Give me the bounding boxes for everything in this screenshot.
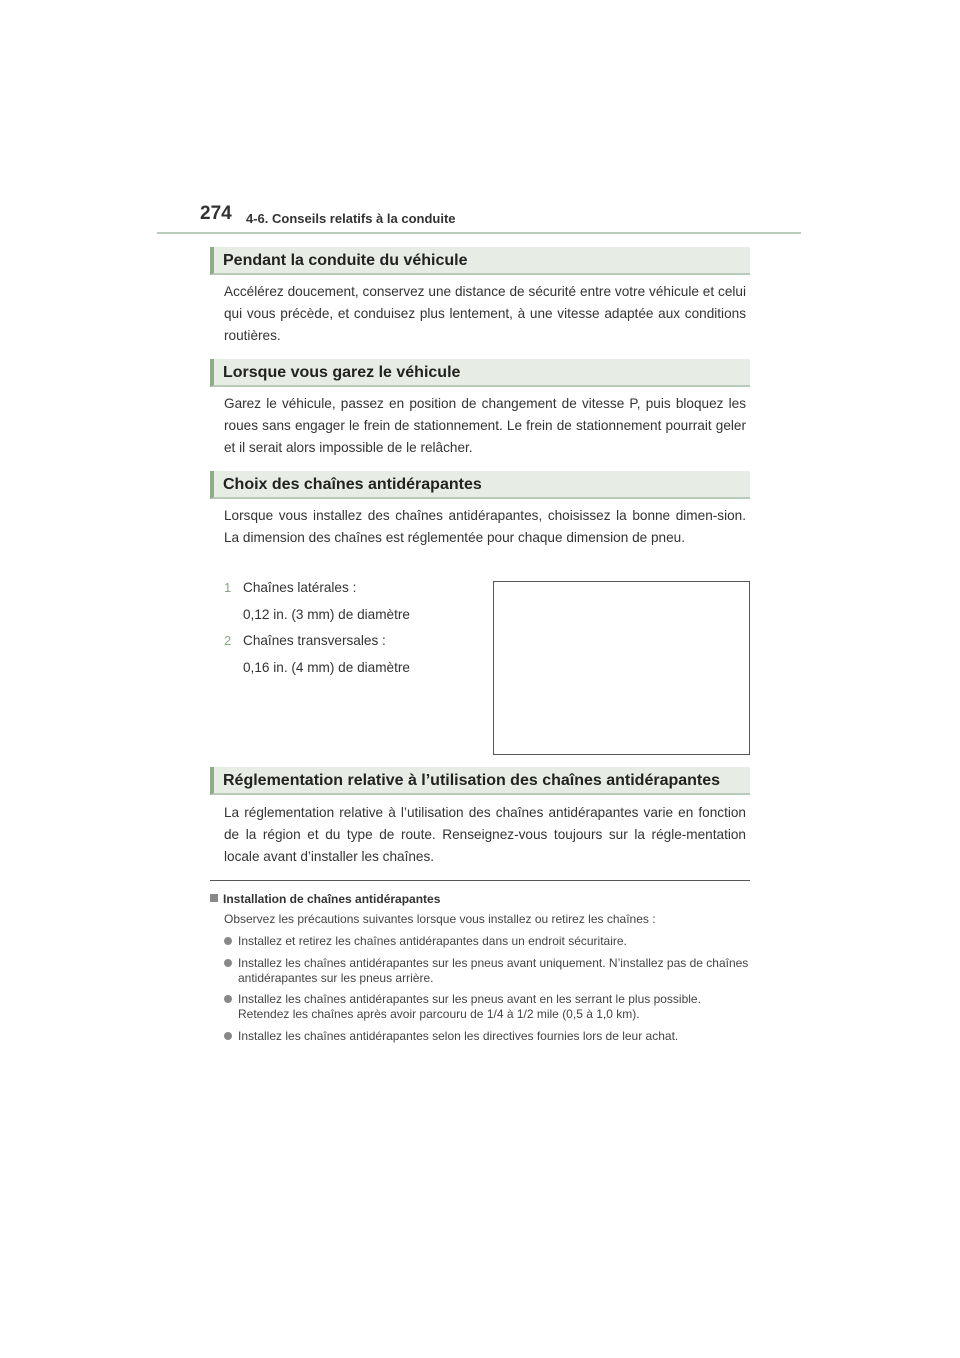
chain-item-value: 0,12 in. (3 mm) de diamètre <box>243 607 410 622</box>
square-bullet-icon <box>210 894 218 902</box>
bullet-text: Installez les chaînes antidérapantes sur les pneus avant en les serrant le plus possible. Retendez les chaînes après avoir parcouru de 1/4 à 1/2 mile (0,5 à 1,0 km). <box>238 992 701 1021</box>
circle-bullet-icon <box>224 959 232 967</box>
section-text-chain-choice: Lorsque vous installez des chaînes antidérapantes, choisissez la bonne dimen-sion. La dimension des chaînes est réglementée pour chaque dimension de pneu. <box>224 508 746 545</box>
section-text-regulation: La réglementation relative à l’utilisation des chaînes antidérapantes varie en fonction de la région et du type de route. Renseignez-vous toujours sur la régle-mentation locale avant d’installer les chaînes. <box>224 805 746 864</box>
list-item <box>224 956 750 986</box>
circle-bullet-icon <box>224 995 232 1003</box>
list-item <box>224 992 750 1022</box>
chain-illustration-frame <box>493 581 750 755</box>
section-heading-text: Lorsque vous garez le véhicule <box>223 364 461 381</box>
circle-bullet-icon <box>224 1032 232 1040</box>
chain-item-value: 0,16 in. (4 mm) de diamètre <box>243 660 410 675</box>
section-heading-text: Choix des chaînes antidérapantes <box>223 476 482 493</box>
section-text-driving: Accélérez doucement, conservez une distance de sécurité entre votre véhicule et celui qui vous précède, et conduisez plus lentement, à une vitesse adaptée aux conditions routières. <box>224 284 746 343</box>
section-heading-driving <box>210 247 750 275</box>
note-title <box>210 892 440 906</box>
circle-bullet-icon <box>224 937 232 945</box>
chain-item-number: 1 <box>224 580 232 595</box>
chain-item-number: 2 <box>224 633 232 648</box>
chain-item-label: Chaînes transversales : <box>243 633 386 648</box>
section-heading-parking <box>210 359 750 387</box>
section-heading-text: Pendant la conduite du véhicule <box>223 252 468 269</box>
list-item <box>224 1029 750 1044</box>
page-number: 274 <box>200 203 232 224</box>
section-heading-regulation <box>210 767 750 795</box>
bullet-text: Installez et retirez les chaînes antidérapantes dans un endroit sécuritaire. <box>238 934 627 948</box>
section-heading-text: Réglementation relative à l’utilisation des chaînes antidérapantes <box>223 772 721 789</box>
notes-divider <box>210 880 750 881</box>
header-divider <box>157 232 801 234</box>
list-item <box>224 934 750 949</box>
section-heading-chain-choice <box>210 471 750 499</box>
bullet-text: Installez les chaînes antidérapantes selon les directives fournies lors de leur achat. <box>238 1029 679 1043</box>
chapter-title: 4-6. Conseils relatifs à la conduite <box>246 211 456 226</box>
bullet-text: Installez les chaînes antidérapantes sur les pneus avant uniquement. N’installez pas de chaînes antidérapantes sur les pneus arrière. <box>238 956 749 985</box>
note-intro: Observez les précautions suivantes lorsque vous installez ou retirez les chaînes : <box>224 912 656 926</box>
chain-item-label: Chaînes latérales : <box>243 580 357 595</box>
section-text-parking: Garez le véhicule, passez en position de changement de vitesse P, puis bloquez les roues sans engager le frein de stationnement. Le frein de stationnement pourrait geler et il serait alors impossible de le relâcher. <box>224 396 746 455</box>
note-title-text: Installation de chaînes antidérapantes <box>223 892 441 906</box>
